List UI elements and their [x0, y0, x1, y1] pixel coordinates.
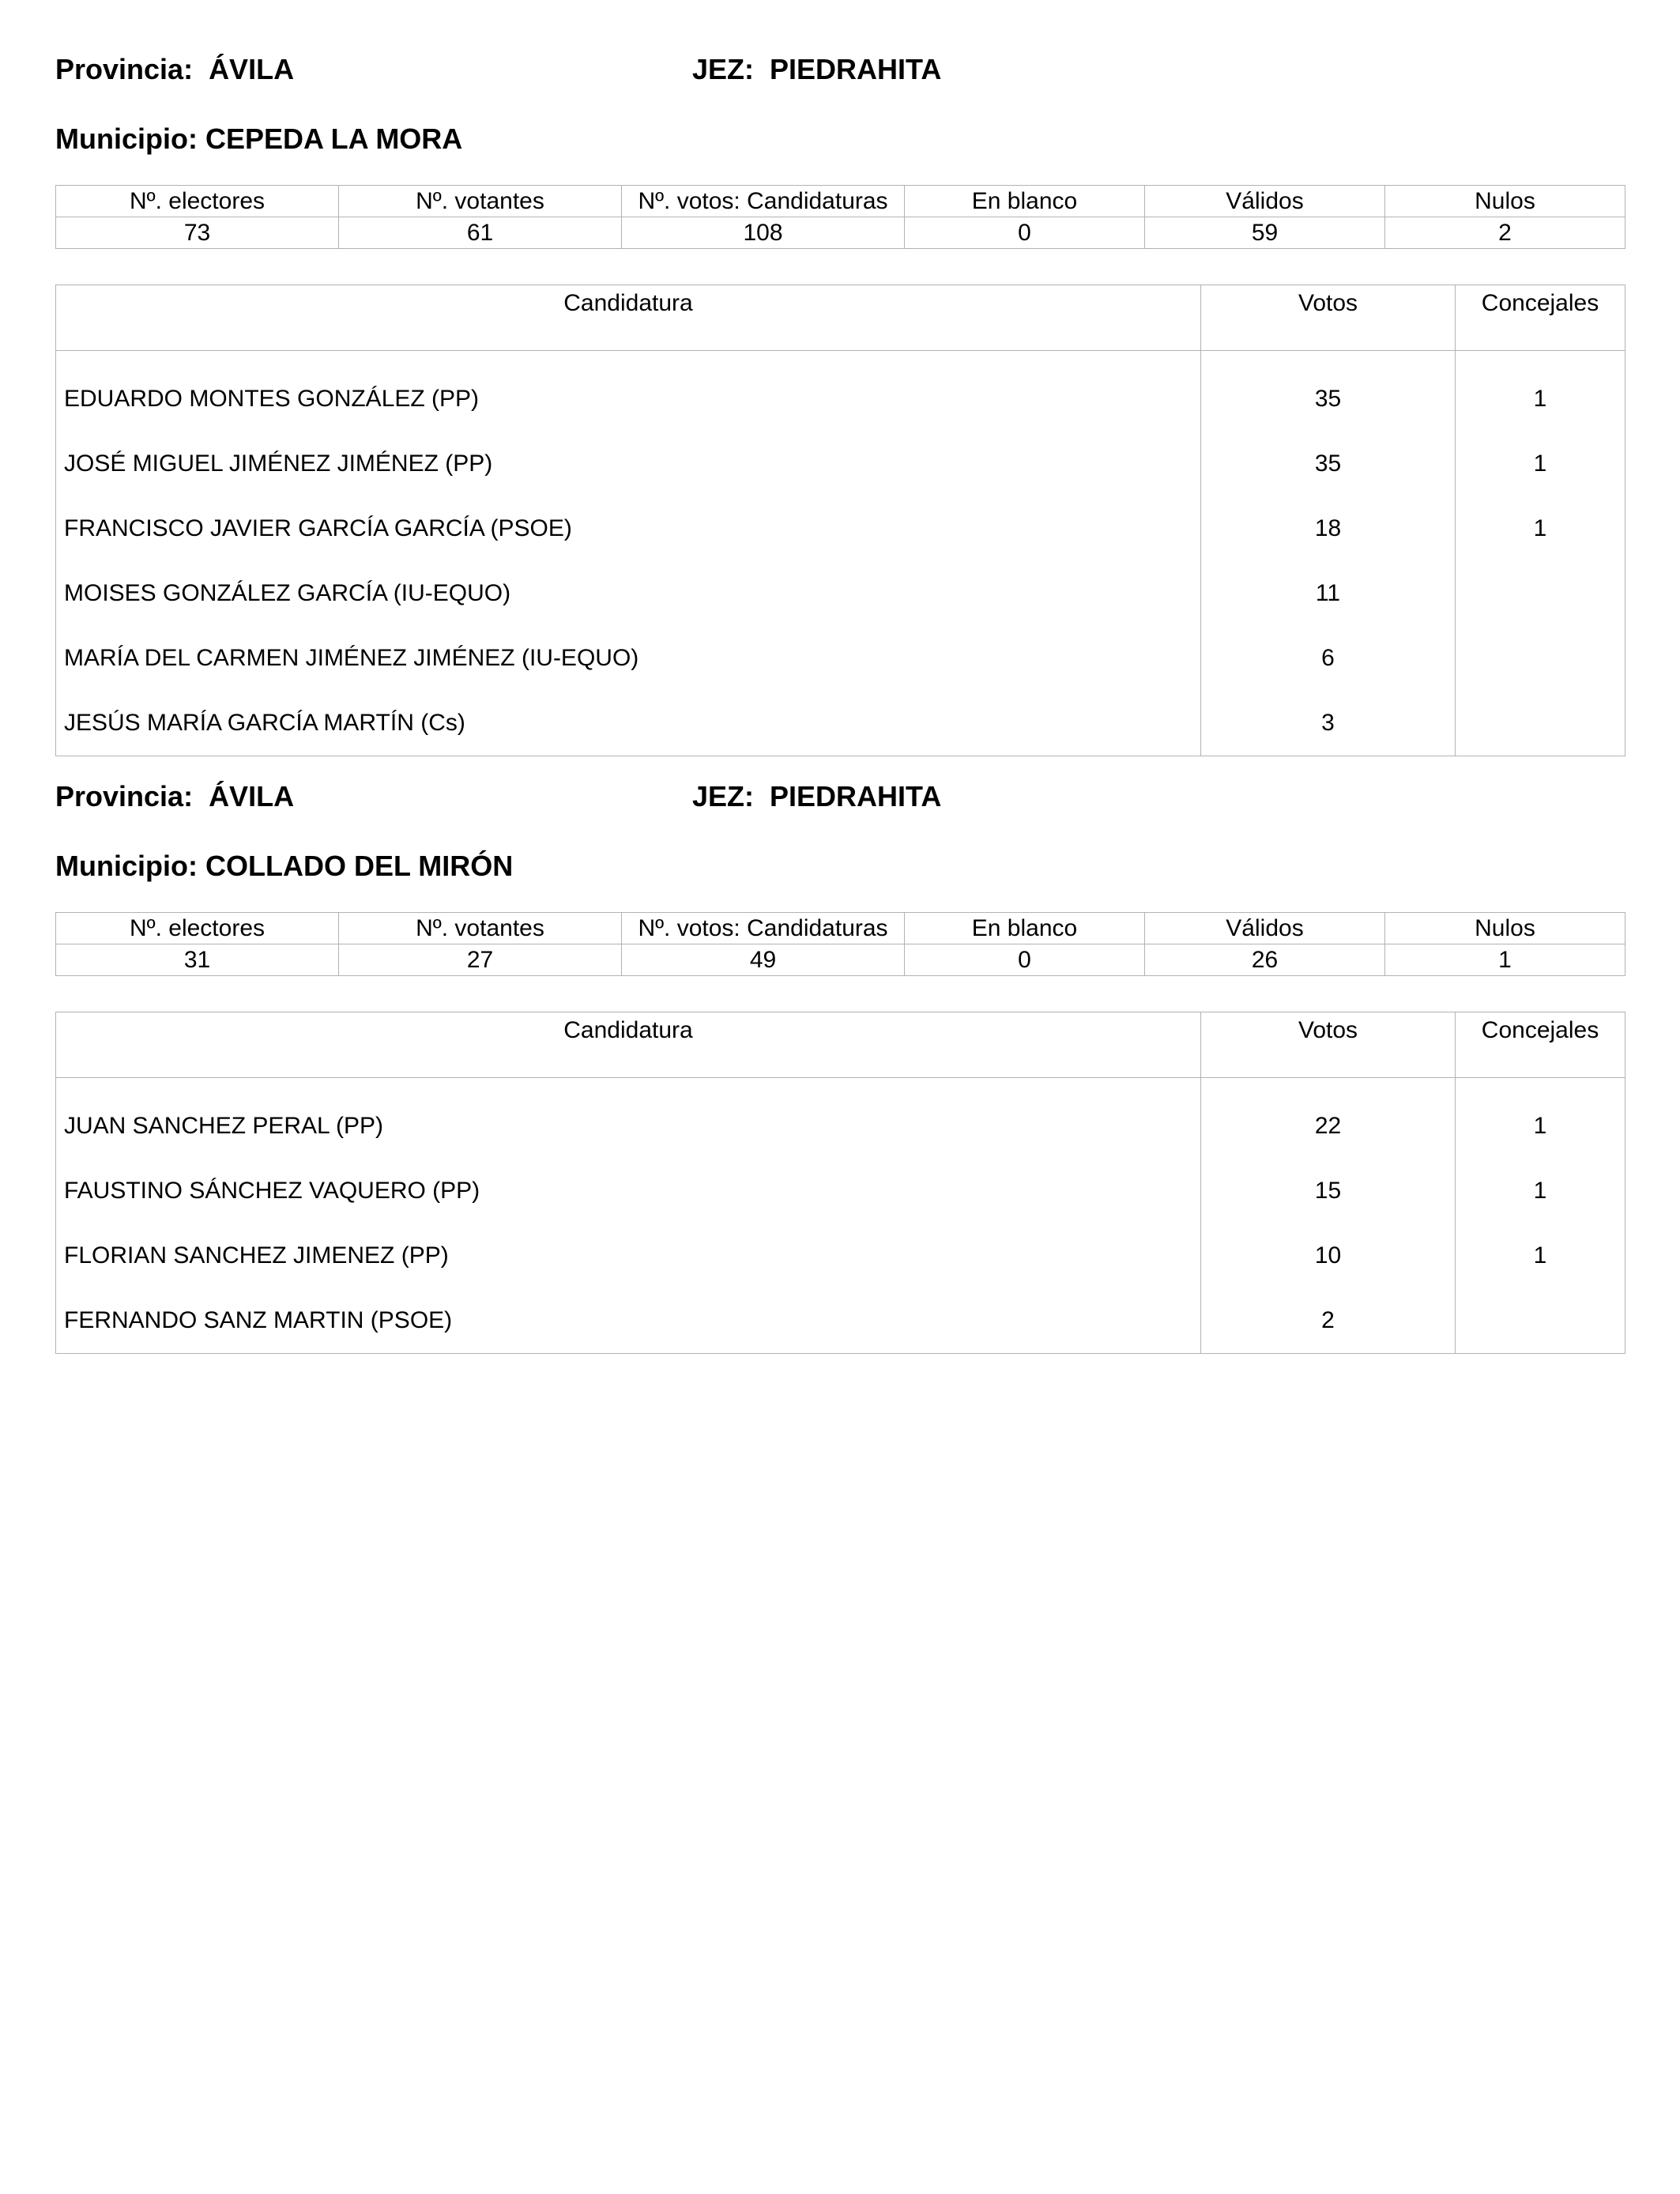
- value-electores: 73: [56, 217, 339, 249]
- table-row: [56, 691, 1625, 756]
- header-nulos: Nulos: [1385, 913, 1625, 944]
- candidate-concejales: 1: [1456, 1159, 1625, 1223]
- candidate-name: FAUSTINO SÁNCHEZ VAQUERO (PP): [56, 1159, 1201, 1223]
- candidate-votos: 18: [1201, 496, 1456, 561]
- value-nulos: 1: [1385, 944, 1625, 976]
- candidate-name: MOISES GONZÁLEZ GARCÍA (IU-EQUO): [56, 561, 1201, 626]
- candidate-name: FRANCISCO JAVIER GARCÍA GARCÍA (PSOE): [56, 496, 1201, 561]
- municipio-label: Municipio:: [55, 850, 198, 882]
- stats-value-row: [56, 944, 1625, 976]
- table-row: [56, 1094, 1625, 1159]
- jez-label: JEZ:: [692, 780, 755, 812]
- table-row: [56, 1159, 1625, 1223]
- candidate-votos: 6: [1201, 626, 1456, 691]
- jez-label: JEZ:: [692, 53, 755, 85]
- candidate-name: MARÍA DEL CARMEN JIMÉNEZ JIMÉNEZ (IU-EQUO): [56, 626, 1201, 691]
- header-concejales: Concejales: [1456, 285, 1625, 351]
- header-en-blanco: En blanco: [905, 186, 1145, 217]
- candidate-votos: 35: [1201, 432, 1456, 496]
- candidate-votos: 35: [1201, 367, 1456, 432]
- table-row: [56, 496, 1625, 561]
- header-validos: Válidos: [1145, 186, 1385, 217]
- municipio-value: CEPEDA LA MORA: [205, 123, 463, 155]
- results-table: [55, 285, 1625, 756]
- spacer-row: [56, 1078, 1625, 1095]
- provincia-value: ÁVILA: [209, 780, 295, 812]
- value-electores: 31: [56, 944, 339, 976]
- candidate-concejales: [1456, 626, 1625, 691]
- candidate-votos: 10: [1201, 1223, 1456, 1288]
- header-votantes: Nº. votantes: [339, 186, 622, 217]
- stats-table: [55, 912, 1625, 976]
- header-votantes: Nº. votantes: [339, 913, 622, 944]
- value-en-blanco: 0: [905, 944, 1145, 976]
- provincia-line: [55, 779, 294, 814]
- candidate-concejales: [1456, 691, 1625, 756]
- results-table: [55, 1012, 1625, 1354]
- header-concejales: Concejales: [1456, 1012, 1625, 1078]
- header-en-blanco: En blanco: [905, 913, 1145, 944]
- provincia-label: Provincia:: [55, 780, 194, 812]
- header-electores: Nº. electores: [56, 186, 339, 217]
- value-votantes: 61: [339, 217, 622, 249]
- stats-header-row: [56, 913, 1625, 944]
- candidate-votos: 22: [1201, 1094, 1456, 1159]
- table-row: [56, 1223, 1625, 1288]
- candidate-concejales: 1: [1456, 496, 1625, 561]
- candidate-concejales: [1456, 1288, 1625, 1354]
- value-validos: 59: [1145, 217, 1385, 249]
- candidate-votos: 3: [1201, 691, 1456, 756]
- candidate-concejales: 1: [1456, 1223, 1625, 1288]
- municipio-line: [55, 122, 462, 156]
- jez-value: PIEDRAHITA: [770, 53, 942, 85]
- jez-line: [692, 779, 941, 814]
- table-row: [56, 626, 1625, 691]
- value-votos-candidaturas: 108: [622, 217, 905, 249]
- header-validos: Válidos: [1145, 913, 1385, 944]
- candidate-concejales: 1: [1456, 367, 1625, 432]
- header-votos: Votos: [1201, 285, 1456, 351]
- municipio-label: Municipio:: [55, 123, 198, 155]
- value-validos: 26: [1145, 944, 1385, 976]
- table-row: [56, 367, 1625, 432]
- provincia-label: Provincia:: [55, 53, 194, 85]
- candidate-name: FERNANDO SANZ MARTIN (PSOE): [56, 1288, 1201, 1354]
- provincia-line: [55, 52, 294, 87]
- candidate-votos: 15: [1201, 1159, 1456, 1223]
- value-votos-candidaturas: 49: [622, 944, 905, 976]
- stats-table: [55, 185, 1625, 249]
- table-row: [56, 1288, 1625, 1354]
- header-votos-candidaturas: Nº. votos: Candidaturas: [622, 913, 905, 944]
- header-candidatura: Candidatura: [56, 1012, 1201, 1078]
- provincia-value: ÁVILA: [209, 53, 295, 85]
- header-votos-candidaturas: Nº. votos: Candidaturas: [622, 186, 905, 217]
- candidate-name: FLORIAN SANCHEZ JIMENEZ (PP): [56, 1223, 1201, 1288]
- stats-value-row: [56, 217, 1625, 249]
- stats-header-row: [56, 186, 1625, 217]
- results-header-row: [56, 285, 1625, 351]
- candidate-name: JESÚS MARÍA GARCÍA MARTÍN (Cs): [56, 691, 1201, 756]
- municipio-value: COLLADO DEL MIRÓN: [205, 850, 514, 882]
- candidate-name: JOSÉ MIGUEL JIMÉNEZ JIMÉNEZ (PP): [56, 432, 1201, 496]
- value-en-blanco: 0: [905, 217, 1145, 249]
- table-row: [56, 432, 1625, 496]
- header-electores: Nº. electores: [56, 913, 339, 944]
- jez-line: [692, 52, 941, 87]
- value-votantes: 27: [339, 944, 622, 976]
- spacer-row: [56, 351, 1625, 368]
- candidate-concejales: 1: [1456, 1094, 1625, 1159]
- header-votos: Votos: [1201, 1012, 1456, 1078]
- header-nulos: Nulos: [1385, 186, 1625, 217]
- candidate-name: EDUARDO MONTES GONZÁLEZ (PP): [56, 367, 1201, 432]
- candidate-concejales: [1456, 561, 1625, 626]
- value-nulos: 2: [1385, 217, 1625, 249]
- candidate-votos: 11: [1201, 561, 1456, 626]
- jez-value: PIEDRAHITA: [770, 780, 942, 812]
- candidate-name: JUAN SANCHEZ PERAL (PP): [56, 1094, 1201, 1159]
- candidate-concejales: 1: [1456, 432, 1625, 496]
- municipio-line: [55, 849, 513, 884]
- header-candidatura: Candidatura: [56, 285, 1201, 351]
- results-header-row: [56, 1012, 1625, 1078]
- candidate-votos: 2: [1201, 1288, 1456, 1354]
- table-row: [56, 561, 1625, 626]
